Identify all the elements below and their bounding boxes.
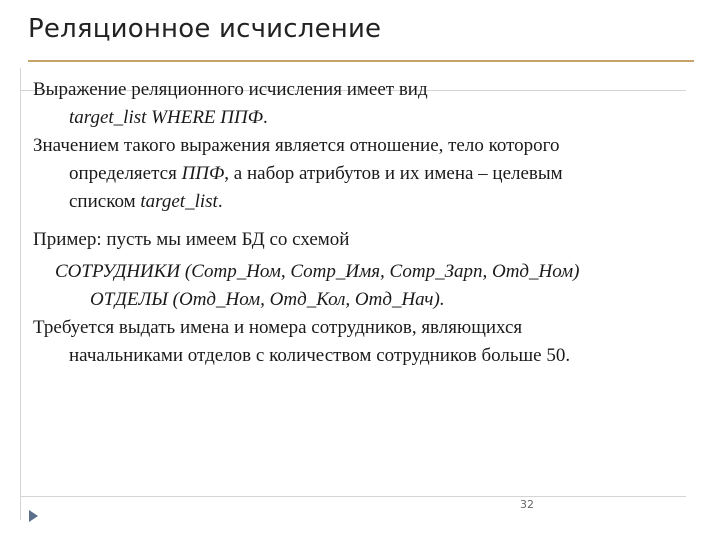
meaning-target-list: target_list [140, 191, 218, 212]
meaning-line-2a: определяется [69, 163, 182, 184]
syntax-expression: target_list WHERE ППФ [69, 107, 263, 128]
meaning-line-2b: , а набор атрибутов и их имена – целевым [224, 163, 563, 184]
syntax-period: . [263, 107, 268, 128]
paragraph-example: Пример: пусть мы имеем БД со схемой [33, 229, 350, 250]
paragraph-syntax [33, 76, 693, 132]
schema-employees: СОТРУДНИКИ (Сотр_Ном, Сотр_Имя, Сотр_Зарп, Отд_Ном) [55, 261, 580, 282]
page-number: 32 [520, 498, 534, 511]
syntax-text: Выражение реляционного исчисления имеет вид [33, 79, 428, 100]
meaning-period: . [217, 191, 223, 212]
paragraph-task [33, 314, 693, 370]
spacer [33, 216, 693, 226]
paragraph-meaning [33, 132, 693, 216]
meaning-line-1: Значением такого выражения является отношение, тело которого [33, 135, 560, 156]
bottom-guide-line [20, 496, 686, 497]
slide-title: Реляционное исчисление [28, 14, 382, 44]
left-guide-line [20, 68, 21, 520]
schema-departments: ОТДЕЛЫ (Отд_Ном, Отд_Кол, Отд_Нач). [90, 289, 445, 310]
meaning-line-3a: списком [69, 191, 141, 212]
chevron-right-icon [26, 508, 42, 524]
slide-body [33, 76, 693, 370]
task-line-2: начальниками отделов с количеством сотрудников больше 50. [69, 345, 571, 366]
task-line-1: Требуется выдать имена и номера сотрудников, являющихся [33, 317, 523, 338]
meaning-ppf: ППФ [181, 163, 225, 184]
title-underline [28, 60, 694, 62]
